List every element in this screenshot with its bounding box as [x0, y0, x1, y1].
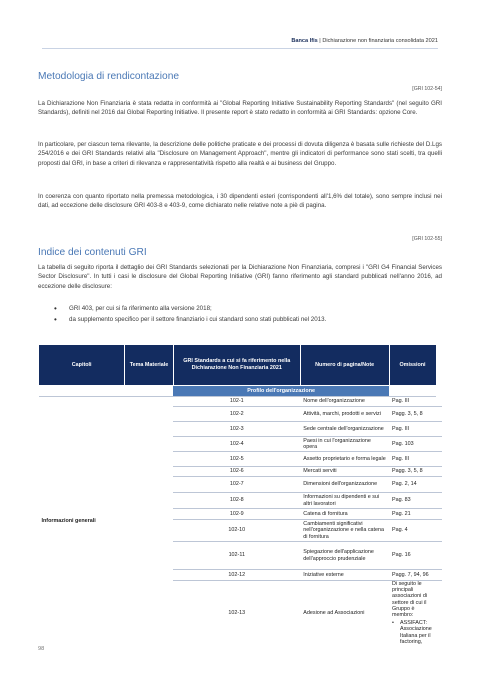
gri-code: 102-4 — [173, 437, 300, 452]
omission-cell — [436, 477, 442, 493]
gri-title: Iniziative esterne — [300, 570, 389, 581]
page-reference: Pag. III — [389, 452, 436, 467]
omission-cell — [436, 397, 442, 407]
section-spacer — [389, 386, 436, 397]
gri-code: 102-2 — [173, 407, 300, 422]
omission-cell — [436, 452, 442, 467]
gri-title: Catena di fornitura — [300, 509, 389, 520]
page-reference-cell — [389, 581, 436, 646]
omission-cell — [436, 570, 442, 581]
page-reference: Pagg. 7, 94, 96 — [389, 570, 436, 581]
gri-code: 102-12 — [173, 570, 300, 581]
section-spacer — [39, 386, 174, 397]
gri-code: 102-9 — [173, 509, 300, 520]
exceptions-list-item: • GRI 403, per cui si fa riferimento alla versione 2018; — [54, 304, 434, 315]
gri-title: Dimensioni dell'organizzazione — [300, 477, 389, 493]
methodology-paragraph-3: In coerenza con quanto riportato nella premessa metodologica, i 30 dipendenti esteri (corrispondenti all'1,6% del totale), sono sempre inclusi nei dati, ad eccezione delle disclosure GRI 403-8 e 403-9, come dichiarato nelle relative note a piè di pagina. — [38, 193, 442, 210]
gri-code: 102-1 — [173, 397, 300, 407]
omission-cell — [436, 509, 442, 520]
gri-reference-102-55: [GRI 102-55] — [412, 236, 442, 242]
section-title-methodology: Metodologia di rendicontazione — [38, 71, 180, 82]
header-separator: | — [317, 38, 323, 44]
page-reference: Pag. III — [389, 397, 436, 407]
gri-title: Assetto proprietario e forma legale — [300, 452, 389, 467]
page-reference: Pag. 4 — [389, 520, 436, 542]
association-list-item: • ASSIFACT: Associazione Italiana per il factoring, — [392, 620, 433, 645]
page-number: 98 — [38, 646, 45, 652]
header-divider — [42, 48, 438, 49]
page-reference: Pag. 103 — [389, 437, 436, 452]
page-reference: Pag. 2, 14 — [389, 477, 436, 493]
omission-cell — [436, 422, 442, 437]
omission-cell — [436, 437, 442, 452]
page-reference: Pag. 83 — [389, 493, 436, 509]
methodology-paragraph-1: La Dichiarazione Non Finanziaria è stata redatta in conformità ai "Global Reporting Initiative Sustainability Reporting Standards" (nel seguito GRI Standards), definiti nel 2016 dal Global Reporting Initiative. Il presente report è stato redatto in conformità ai GRI Standards: opzione Core. — [38, 100, 442, 117]
page-reference: Pag. 21 — [389, 509, 436, 520]
gri-code: 102-6 — [173, 467, 300, 477]
omission-cell — [436, 581, 442, 646]
gri-title: Attività, marchi, prodotti e servizi — [300, 407, 389, 422]
header-doc-title: Dichiarazione non finanziaria consolidata 2021 — [322, 38, 438, 44]
page-reference: Pagg. 3, 5, 8 — [389, 407, 436, 422]
running-header — [291, 38, 438, 44]
page-reference: Pagg. 3, 5, 8 — [389, 467, 436, 477]
gri-code: 102-11 — [173, 542, 300, 570]
table-section-row — [39, 386, 443, 397]
association-list — [392, 620, 433, 645]
header-brand: Banca Ifis — [291, 38, 318, 44]
exceptions-list-item: • da supplemento specifico per il settore finanziario i cui standard sono stati pubblicati nel 2013. — [54, 315, 434, 326]
header-gri-standards: GRI Standards a cui si fa riferimento nella Dichiarazione Non Finanziaria 2021 — [173, 345, 300, 386]
header-omissions: Omissioni — [389, 345, 436, 386]
table-header-row — [39, 345, 443, 386]
gri-title: Spiegazione dell'applicazione dell'approccio prudenziale — [300, 542, 389, 570]
page-reference: Pag. 16 — [389, 542, 436, 570]
gri-code: 102-3 — [173, 422, 300, 437]
omission-cell — [436, 542, 442, 570]
gri-code: 102-7 — [173, 477, 300, 493]
chapter-general-information: Informazioni generali — [41, 517, 96, 524]
material-topic-cell — [125, 397, 173, 646]
gri-code: 102-8 — [173, 493, 300, 509]
gri-title: Cambiamenti significativi nell'organizzazione e nella catena di fornitura — [300, 520, 389, 542]
header-chapters: Capitoli — [39, 345, 125, 386]
header-material-topic: Tema Materiale — [125, 345, 173, 386]
omission-cell — [436, 467, 442, 477]
gri-code: 102-13 — [228, 609, 246, 616]
gri-title: Paesi in cui l'organizzazione opera — [300, 437, 389, 452]
methodology-paragraph-2: In particolare, per ciascun tema rilevante, la descrizione delle politiche praticate e dei processi di dovuta diligenza è basata sulle richieste del D.Lgs 254/2016 e dei GRI Standards relativi alla "Disclosure on Management Approach", mentre gli indicatori di performance sono stati scelti, tra quelli proposti dal GRI, in base a criteri di rilevanza e rappresentatività rispetto alla realtà e ai business del Gruppo. — [38, 141, 442, 167]
section-title-gri-index: Indice dei contenuti GRI — [38, 247, 147, 258]
omission-cell — [436, 520, 442, 542]
gri-code: 102-10 — [173, 520, 300, 542]
omission-cell — [436, 407, 442, 422]
page-reference: Pag. III — [389, 422, 436, 437]
omission-cell — [436, 493, 442, 509]
gri-title: Mercati serviti — [300, 467, 389, 477]
gri-title: Sede centrale dell'organizzazione — [300, 422, 389, 437]
section-label-organization-profile: Profilo dell'organizzazione — [173, 386, 389, 397]
gri-content-index-table — [38, 344, 442, 645]
gri-title: Nome dell'organizzazione — [300, 397, 389, 407]
gri-index-paragraph: La tabella di seguito riporta il dettaglio dei GRI Standards selezionati per la Dichiarazione Non Finanziaria, compresi i "GRI G4 Financial Services Sector Disclosure". In tutti i casi le disclosure del Global Reporting Initiative (GRI) fanno riferimento agli standard pubblicati nell'anno 2016, ad eccezione delle disclosure: — [38, 264, 442, 290]
page-reference: Di seguito le principali associazioni di settore di cui il Gruppo è membro: — [392, 581, 428, 619]
header-page-notes: Numero di pagina/Note — [300, 345, 389, 386]
table-row — [39, 397, 443, 407]
exceptions-list — [54, 304, 434, 325]
gri-code: 102-5 — [173, 452, 300, 467]
gri-title: Adesione ad Associazioni — [303, 609, 365, 616]
gri-reference-102-54: [GRI 102-54] — [412, 86, 442, 92]
gri-title: Informazioni su dipendenti e sui altri lavoratori — [300, 493, 389, 509]
